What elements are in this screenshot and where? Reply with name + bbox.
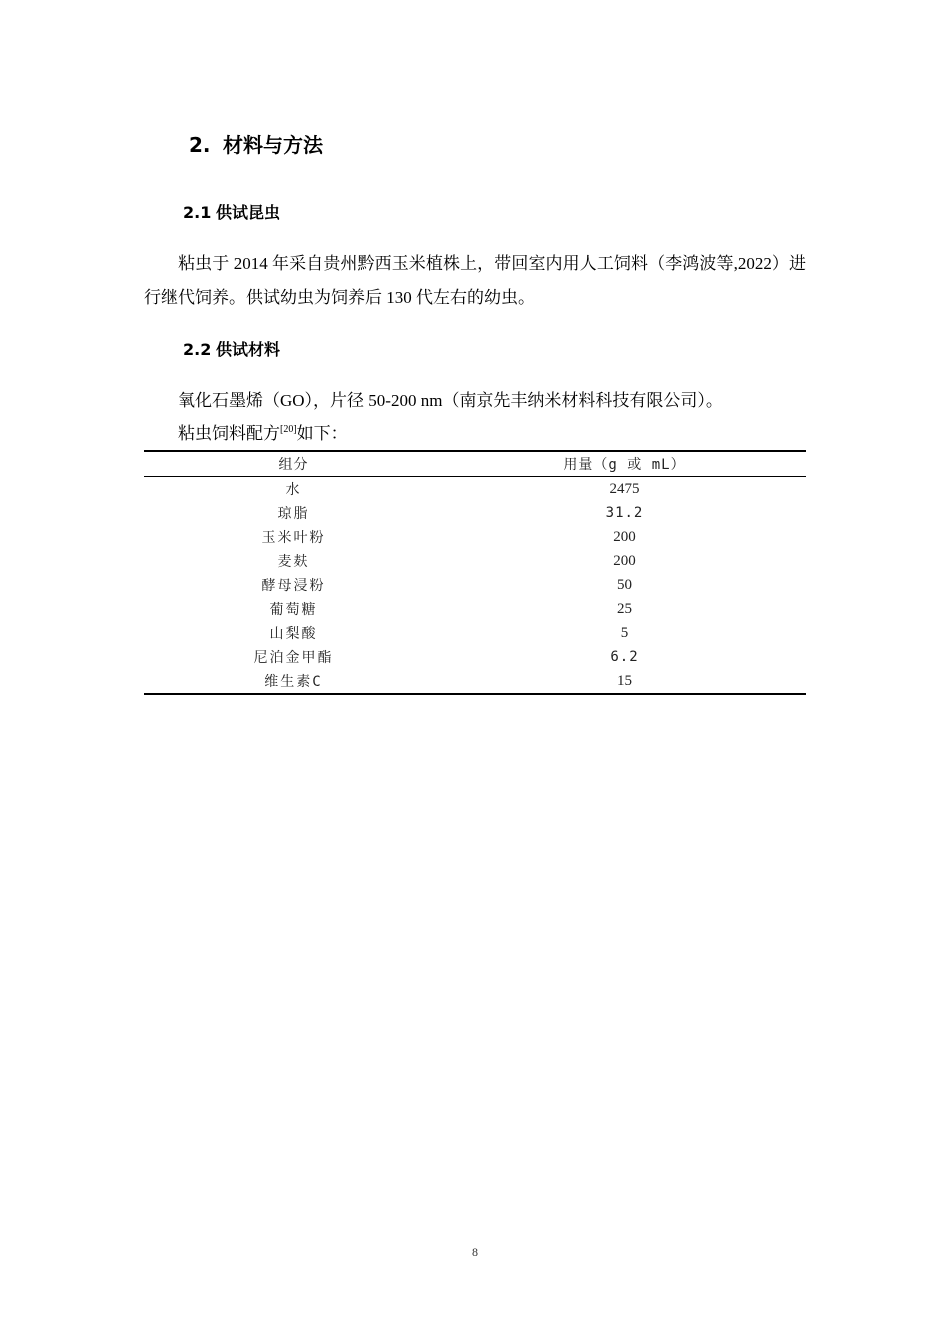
amount-cell: 31.2 (605, 505, 644, 521)
component-cell: 维生素C (264, 674, 323, 690)
amount-cell: 200 (613, 552, 636, 569)
subsection-heading-insect (183, 201, 280, 225)
section-number: 2. (189, 133, 211, 157)
amount-cell: 15 (617, 672, 632, 689)
column-header-component: 组分 (144, 452, 443, 477)
table-row (144, 477, 806, 502)
subsection-number: 2.1 (183, 203, 212, 222)
component-cell: 酵母浸粉 (261, 578, 326, 594)
paragraph-insect (144, 247, 806, 315)
diet-intro-text: 粘虫饲料配方 (178, 424, 280, 443)
amount-cell: 2475 (609, 480, 640, 497)
subsection-title: 供试材料 (216, 340, 281, 359)
component-cell: 水 (285, 482, 302, 498)
subsection-number: 2.2 (183, 340, 212, 359)
table-row (144, 501, 806, 525)
table-row (144, 621, 806, 645)
table-row (144, 525, 806, 549)
paragraph-material-text: 氧化石墨烯（GO），片径 50-200 nm（南京先丰纳米材料科技有限公司）。 (178, 391, 723, 410)
table-header-row (144, 452, 806, 477)
table-row (144, 669, 806, 693)
component-cell: 尼泊金甲酯 (253, 650, 334, 666)
table-row (144, 549, 806, 573)
section-heading (189, 131, 323, 159)
amount-cell: 200 (613, 528, 636, 545)
table-row (144, 645, 806, 669)
column-header-amount: 用量（g 或 mL） (443, 452, 806, 477)
diet-formula-table (144, 450, 806, 695)
subsection-heading-material (183, 338, 280, 362)
component-cell: 山梨酸 (269, 626, 318, 642)
diet-intro-suffix: 如下： (296, 424, 348, 443)
amount-cell: 50 (617, 576, 632, 593)
citation-reference: [20] (280, 424, 297, 435)
table-row (144, 597, 806, 621)
paragraph-material (144, 384, 806, 418)
amount-cell: 5 (620, 624, 629, 641)
amount-cell: 25 (617, 600, 632, 617)
component-cell: 玉米叶粉 (261, 530, 326, 546)
paragraph-insect-text: 粘虫于 2014 年采自贵州黔西玉米植株上，带回室内用人工饲料（李鸿波等,2022）进行继代饲养。供试幼虫为饲养后 130 代左右的幼虫。 (144, 254, 806, 307)
paragraph-diet-intro (144, 417, 806, 451)
component-cell: 琼脂 (277, 506, 310, 522)
component-cell: 麦麸 (277, 554, 310, 570)
subsection-title: 供试昆虫 (216, 203, 281, 222)
table-row (144, 573, 806, 597)
component-cell: 葡萄糖 (269, 602, 318, 618)
amount-cell: 6.2 (610, 649, 639, 665)
page-number: 8 (472, 1245, 478, 1259)
section-title: 材料与方法 (223, 133, 323, 157)
